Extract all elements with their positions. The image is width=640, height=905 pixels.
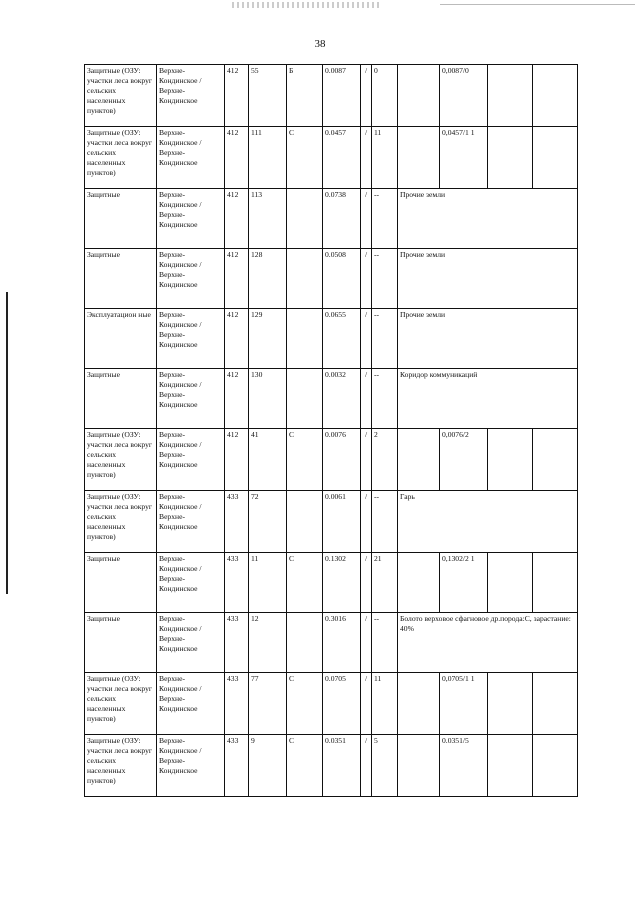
cell-area: 0.0705 xyxy=(323,673,361,735)
cell-letter xyxy=(287,369,323,429)
cell-number: -- xyxy=(372,369,398,429)
cell-area: 0.3016 xyxy=(323,613,361,673)
cell-plot: 9 xyxy=(249,735,287,797)
cell-empty xyxy=(488,429,533,491)
cell-empty xyxy=(533,553,578,613)
cell-area: 0.0061 xyxy=(323,491,361,553)
cell-letter xyxy=(287,491,323,553)
cell-forestry: Верхне-Кондинское / Верхне-Кондинское xyxy=(157,613,225,673)
cell-category: Эксплуатацион ные xyxy=(85,309,157,369)
cell-code: 0,0087/0 xyxy=(440,65,488,127)
table-row xyxy=(85,189,578,249)
cell-empty xyxy=(488,65,533,127)
cell-note: Коридор коммуникаций xyxy=(398,369,578,429)
cell-area: 0.0351 xyxy=(323,735,361,797)
cell-plot: 129 xyxy=(249,309,287,369)
cell-empty xyxy=(398,735,440,797)
cell-letter: С xyxy=(287,735,323,797)
cell-slash: / xyxy=(361,613,372,673)
cell-empty xyxy=(398,65,440,127)
cell-number: 0 xyxy=(372,65,398,127)
cell-forestry: Верхне-Кондинское / Верхне-Кондинское xyxy=(157,369,225,429)
cell-slash: / xyxy=(361,65,372,127)
scan-artifact-line xyxy=(440,4,635,5)
cell-note: Прочие земли xyxy=(398,249,578,309)
cell-note: Гарь xyxy=(398,491,578,553)
cell-quarter: 412 xyxy=(225,309,249,369)
cell-category: Защитные xyxy=(85,249,157,309)
cell-plot: 128 xyxy=(249,249,287,309)
cell-note: Прочие земли xyxy=(398,189,578,249)
cell-empty xyxy=(488,735,533,797)
cell-plot: 111 xyxy=(249,127,287,189)
cell-plot: 113 xyxy=(249,189,287,249)
cell-empty xyxy=(398,553,440,613)
cell-area: 0.0032 xyxy=(323,369,361,429)
cell-plot: 11 xyxy=(249,553,287,613)
cell-forestry: Верхне-Кондинское / Верхне-Кондинское xyxy=(157,127,225,189)
cell-quarter: 412 xyxy=(225,65,249,127)
cell-forestry: Верхне-Кондинское / Верхне-Кондинское xyxy=(157,65,225,127)
cell-quarter: 433 xyxy=(225,491,249,553)
cell-quarter: 433 xyxy=(225,735,249,797)
cell-empty xyxy=(398,673,440,735)
cell-code: 0,0705/1 1 xyxy=(440,673,488,735)
cell-slash: / xyxy=(361,249,372,309)
cell-slash: / xyxy=(361,309,372,369)
table-body xyxy=(85,65,578,797)
cell-number: 11 xyxy=(372,127,398,189)
table-row xyxy=(85,613,578,673)
table-row xyxy=(85,127,578,189)
cell-code: 0,0457/1 1 xyxy=(440,127,488,189)
cell-empty xyxy=(533,429,578,491)
cell-empty xyxy=(398,127,440,189)
cell-area: 0.0738 xyxy=(323,189,361,249)
cell-letter: Б xyxy=(287,65,323,127)
cell-forestry: Верхне-Кондинское / Верхне-Кондинское xyxy=(157,429,225,491)
table-row xyxy=(85,249,578,309)
scan-artifact xyxy=(232,2,382,8)
cell-quarter: 412 xyxy=(225,369,249,429)
cell-letter xyxy=(287,309,323,369)
cell-empty xyxy=(533,735,578,797)
cell-area: 0.0087 xyxy=(323,65,361,127)
cell-area: 0.0655 xyxy=(323,309,361,369)
cell-number: -- xyxy=(372,189,398,249)
table-row xyxy=(85,491,578,553)
cell-plot: 12 xyxy=(249,613,287,673)
page-number: 38 xyxy=(314,38,326,50)
cell-forestry: Верхне-Кондинское / Верхне-Кондинское xyxy=(157,309,225,369)
cell-plot: 55 xyxy=(249,65,287,127)
table-row xyxy=(85,309,578,369)
table-row xyxy=(85,553,578,613)
cell-quarter: 412 xyxy=(225,189,249,249)
cell-quarter: 433 xyxy=(225,613,249,673)
cell-category: Защитные xyxy=(85,369,157,429)
cell-plot: 72 xyxy=(249,491,287,553)
cell-quarter: 412 xyxy=(225,127,249,189)
cell-code: 0.0351/5 xyxy=(440,735,488,797)
cell-number: -- xyxy=(372,491,398,553)
cell-plot: 41 xyxy=(249,429,287,491)
cell-note: Прочие земли xyxy=(398,309,578,369)
cell-category: Защитные (ОЗУ: участки леса вокруг сельских населенных пунктов) xyxy=(85,735,157,797)
cell-letter xyxy=(287,249,323,309)
cell-plot: 77 xyxy=(249,673,287,735)
cell-empty xyxy=(488,553,533,613)
cell-number: 5 xyxy=(372,735,398,797)
cell-number: -- xyxy=(372,249,398,309)
cell-letter xyxy=(287,189,323,249)
cell-empty xyxy=(488,127,533,189)
table-row xyxy=(85,369,578,429)
cell-category: Защитные xyxy=(85,553,157,613)
cell-slash: / xyxy=(361,189,372,249)
cell-area: 0.0076 xyxy=(323,429,361,491)
cell-area: 0.0457 xyxy=(323,127,361,189)
cell-letter: С xyxy=(287,429,323,491)
cell-area: 0.0508 xyxy=(323,249,361,309)
cell-category: Защитные (ОЗУ: участки леса вокруг сельских населенных пунктов) xyxy=(85,491,157,553)
cell-empty xyxy=(533,673,578,735)
cell-number: -- xyxy=(372,613,398,673)
forest-plots-table xyxy=(84,64,578,797)
table-row xyxy=(85,735,578,797)
cell-quarter: 433 xyxy=(225,673,249,735)
cell-category: Защитные (ОЗУ: участки леса вокруг сельских населенных пунктов) xyxy=(85,673,157,735)
cell-empty xyxy=(398,429,440,491)
cell-category: Защитные xyxy=(85,613,157,673)
cell-slash: / xyxy=(361,127,372,189)
cell-number: 2 xyxy=(372,429,398,491)
cell-quarter: 433 xyxy=(225,553,249,613)
cell-letter: С xyxy=(287,673,323,735)
cell-quarter: 412 xyxy=(225,249,249,309)
cell-forestry: Верхне-Кондинское / Верхне-Кондинское xyxy=(157,735,225,797)
table-row xyxy=(85,65,578,127)
cell-code: 0,1302/2 1 xyxy=(440,553,488,613)
cell-number: 21 xyxy=(372,553,398,613)
margin-bar xyxy=(6,292,8,594)
cell-note: Болото верховое сфагновое др.порода:С, зарастание: 40% xyxy=(398,613,578,673)
cell-code: 0,0076/2 xyxy=(440,429,488,491)
table-row xyxy=(85,673,578,735)
cell-number: -- xyxy=(372,309,398,369)
cell-forestry: Верхне-Кондинское / Верхне-Кондинское xyxy=(157,249,225,309)
cell-slash: / xyxy=(361,673,372,735)
cell-slash: / xyxy=(361,429,372,491)
cell-slash: / xyxy=(361,369,372,429)
cell-category: Защитные (ОЗУ: участки леса вокруг сельских населенных пунктов) xyxy=(85,65,157,127)
cell-number: 11 xyxy=(372,673,398,735)
cell-plot: 130 xyxy=(249,369,287,429)
cell-forestry: Верхне-Кондинское / Верхне-Кондинское xyxy=(157,673,225,735)
cell-category: Защитные (ОЗУ: участки леса вокруг сельских населенных пунктов) xyxy=(85,127,157,189)
cell-slash: / xyxy=(361,735,372,797)
cell-letter xyxy=(287,613,323,673)
cell-slash: / xyxy=(361,491,372,553)
cell-slash: / xyxy=(361,553,372,613)
cell-empty xyxy=(533,127,578,189)
cell-quarter: 412 xyxy=(225,429,249,491)
cell-forestry: Верхне-Кондинское / Верхне-Кондинское xyxy=(157,553,225,613)
cell-category: Защитные xyxy=(85,189,157,249)
cell-empty xyxy=(488,673,533,735)
cell-category: Защитные (ОЗУ: участки леса вокруг сельских населенных пунктов) xyxy=(85,429,157,491)
cell-forestry: Верхне-Кондинское / Верхне-Кондинское xyxy=(157,491,225,553)
cell-area: 0.1302 xyxy=(323,553,361,613)
cell-forestry: Верхне-Кондинское / Верхне-Кондинское xyxy=(157,189,225,249)
cell-letter: С xyxy=(287,553,323,613)
table-row xyxy=(85,429,578,491)
cell-letter: С xyxy=(287,127,323,189)
cell-empty xyxy=(533,65,578,127)
